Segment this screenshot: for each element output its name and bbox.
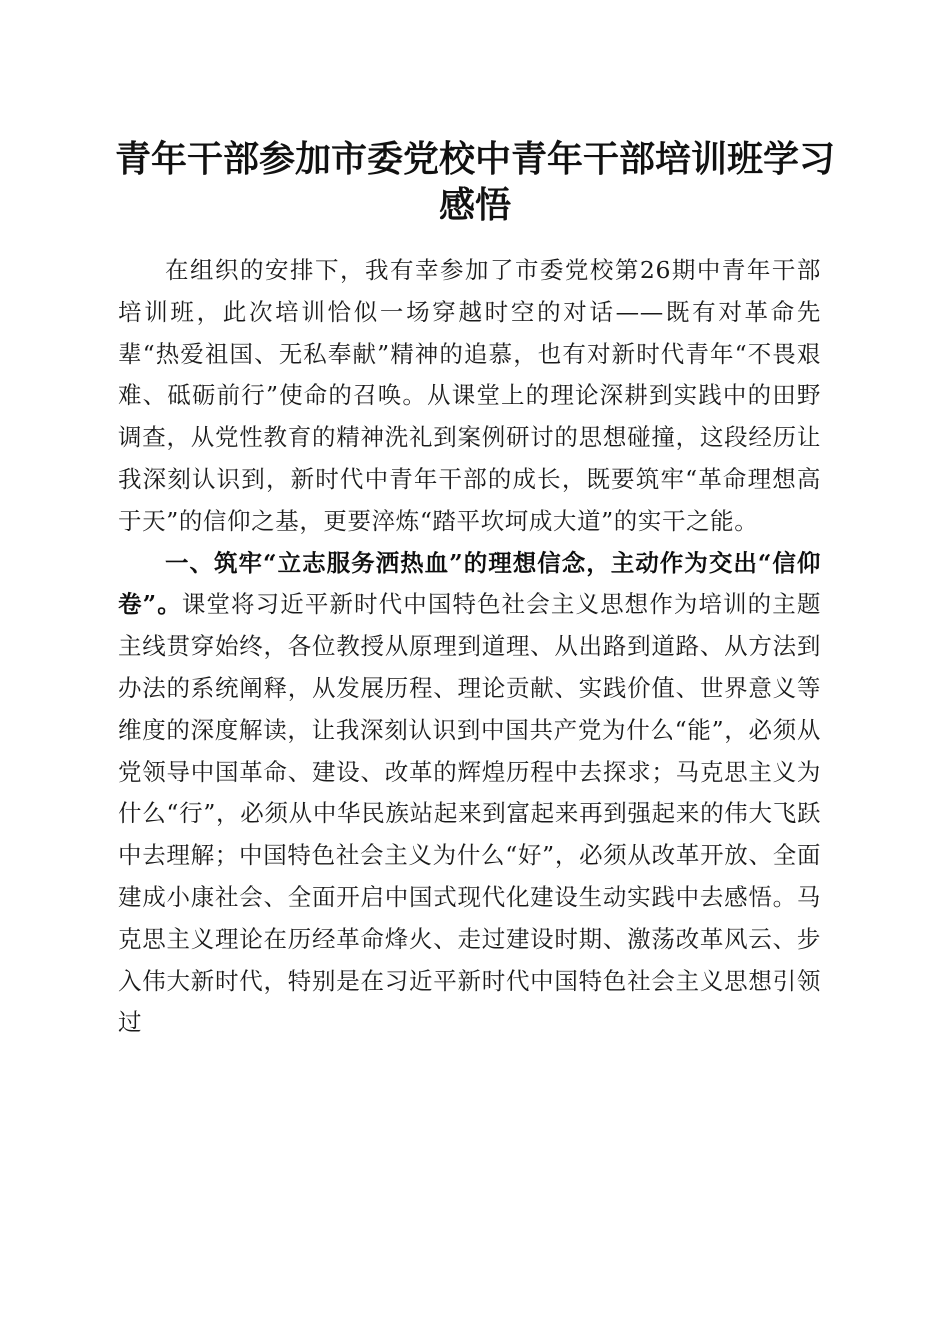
section-one-text: 课堂将习近平新时代中国特色社会主义思想作为培训的主题主线贯穿始终，各位教授从原理到道理、从出路到道路、从方法到办法的系统阐释，从发展历程、理论贡献、实践价值、世界意义等维度的深度解读，让我深刻认识到中国共产党为什么“能”，必须从党领导中国革命、建设、改革的辉煌历程中去探求；马克思主义为什么“行”，必须从中华民族站起来到富起来再到强起来的伟大飞跃中去理解；中国特色社会主义为什么“好”，必须从改革开放、全面建成小康社会、全面开启中国式现代化建设生动实践中去感悟。马克思主义理论在历经革命烽火、走过建设时期、激荡改革风云、步入伟大新时代，特别是在习近平新时代中国特色社会主义思想引领过	[118, 590, 821, 1037]
document-body	[118, 250, 821, 1044]
intro-paragraph: 在组织的安排下，我有幸参加了市委党校第26期中青年干部培训班，此次培训恰似一场穿越时空的对话——既有对革命先辈“热爱祖国、无私奉献”精神的追慕，也有对新时代青年“不畏艰难、砥砺前行”使命的召唤。从课堂上的理论深耕到实践中的田野调查，从党性教育的精神洗礼到案例研讨的思想碰撞，这段经历让我深刻认识到，新时代中青年干部的成长，既要筑牢“革命理想高于天”的信仰之基，更要淬炼“踏平坎坷成大道”的实干之能。	[118, 256, 821, 535]
section-one-heading: 一、筑牢“立志服务洒热血”的理想信念，主动作为交出“信仰卷”。	[118, 548, 821, 619]
section-one-paragraph	[118, 543, 821, 1045]
document-title: 青年干部参加市委党校中青年干部培训班学习感悟	[114, 138, 835, 226]
